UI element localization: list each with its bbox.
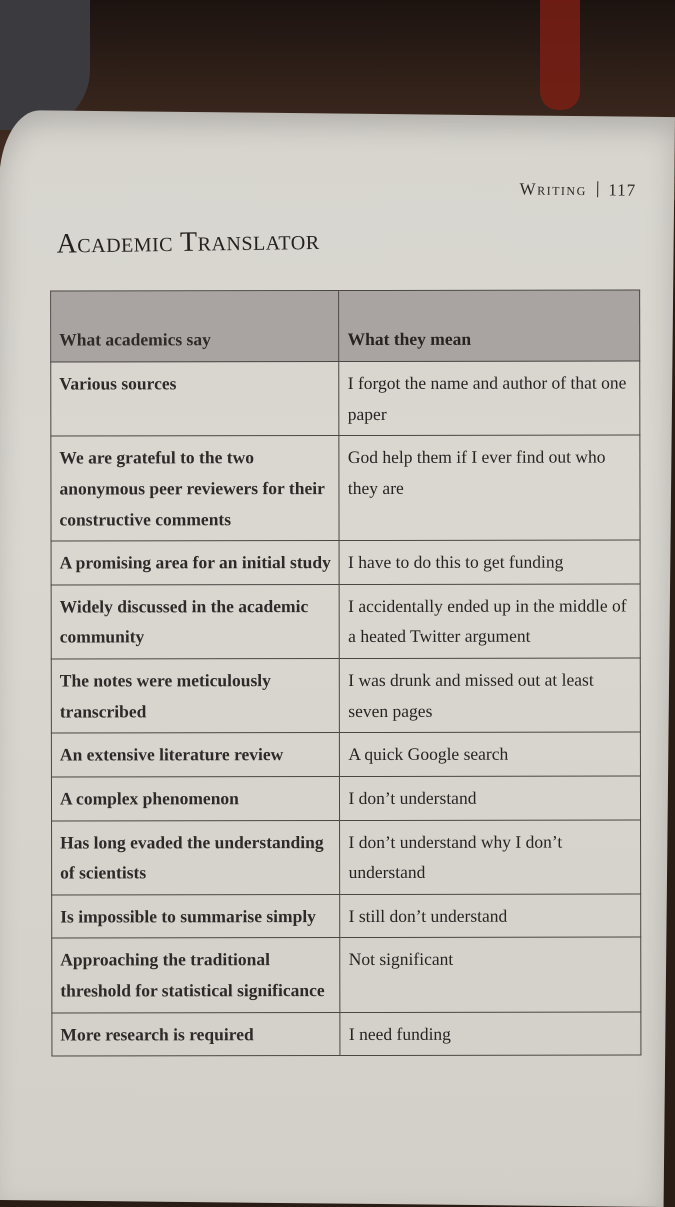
- mean-cell: God help them if I ever find out who they are: [339, 435, 640, 540]
- table-row: [51, 584, 640, 659]
- table-row: [52, 937, 641, 1012]
- say-cell: A promising area for an initial study: [51, 541, 340, 585]
- mean-cell: I forgot the name and author of that one paper: [339, 361, 640, 436]
- mean-cell: A quick Google search: [340, 732, 641, 776]
- mean-cell: I need funding: [340, 1012, 641, 1056]
- column-header-mean: What they mean: [339, 290, 640, 362]
- background-red-object: [540, 0, 580, 110]
- column-header-say: What academics say: [51, 291, 340, 363]
- table-row: [51, 658, 640, 733]
- say-cell: Has long evaded the understanding of scientists: [52, 820, 341, 895]
- say-cell: Is impossible to summarise simply: [52, 894, 341, 938]
- say-cell: Widely discussed in the academic community: [51, 584, 340, 659]
- table-row: [51, 776, 640, 821]
- say-cell: A complex phenomenon: [51, 776, 340, 820]
- say-cell: We are grateful to the two anonymous peer reviewers for their constructive comments: [51, 436, 340, 541]
- mean-cell: I was drunk and missed out at least seven pages: [340, 658, 641, 733]
- mean-cell: I still don’t understand: [340, 894, 641, 938]
- mean-cell: I have to do this to get funding: [340, 540, 641, 584]
- mean-cell: I don’t understand: [340, 776, 641, 820]
- mean-cell: I accidentally ended up in the middle of a heated Twitter argument: [340, 584, 641, 659]
- say-cell: An extensive literature review: [51, 733, 340, 777]
- running-header-section: Writing: [519, 179, 587, 200]
- mean-cell: Not significant: [340, 937, 641, 1012]
- table-row: [51, 732, 640, 777]
- table-header-row: [51, 290, 640, 362]
- mean-cell: I don’t understand why I don’t understand: [340, 820, 641, 895]
- table-row: [52, 820, 641, 895]
- page-number: 117: [608, 180, 637, 200]
- page-title: Academic Translator: [56, 224, 320, 260]
- running-header: [519, 179, 636, 200]
- table-row: [51, 435, 640, 541]
- table-row: [51, 540, 640, 585]
- header-separator: [597, 181, 599, 197]
- say-cell: Approaching the traditional threshold for statistical significance: [52, 938, 341, 1013]
- say-cell: The notes were meticulously transcribed: [51, 659, 340, 734]
- table-row: [52, 894, 641, 939]
- say-cell: Various sources: [51, 362, 340, 437]
- say-cell: More research is required: [52, 1012, 341, 1056]
- translator-table-wrap: [50, 290, 641, 1057]
- translator-table: [50, 290, 641, 1057]
- book-page: [0, 110, 675, 1207]
- table-row: [52, 1012, 641, 1057]
- table-row: [51, 361, 640, 436]
